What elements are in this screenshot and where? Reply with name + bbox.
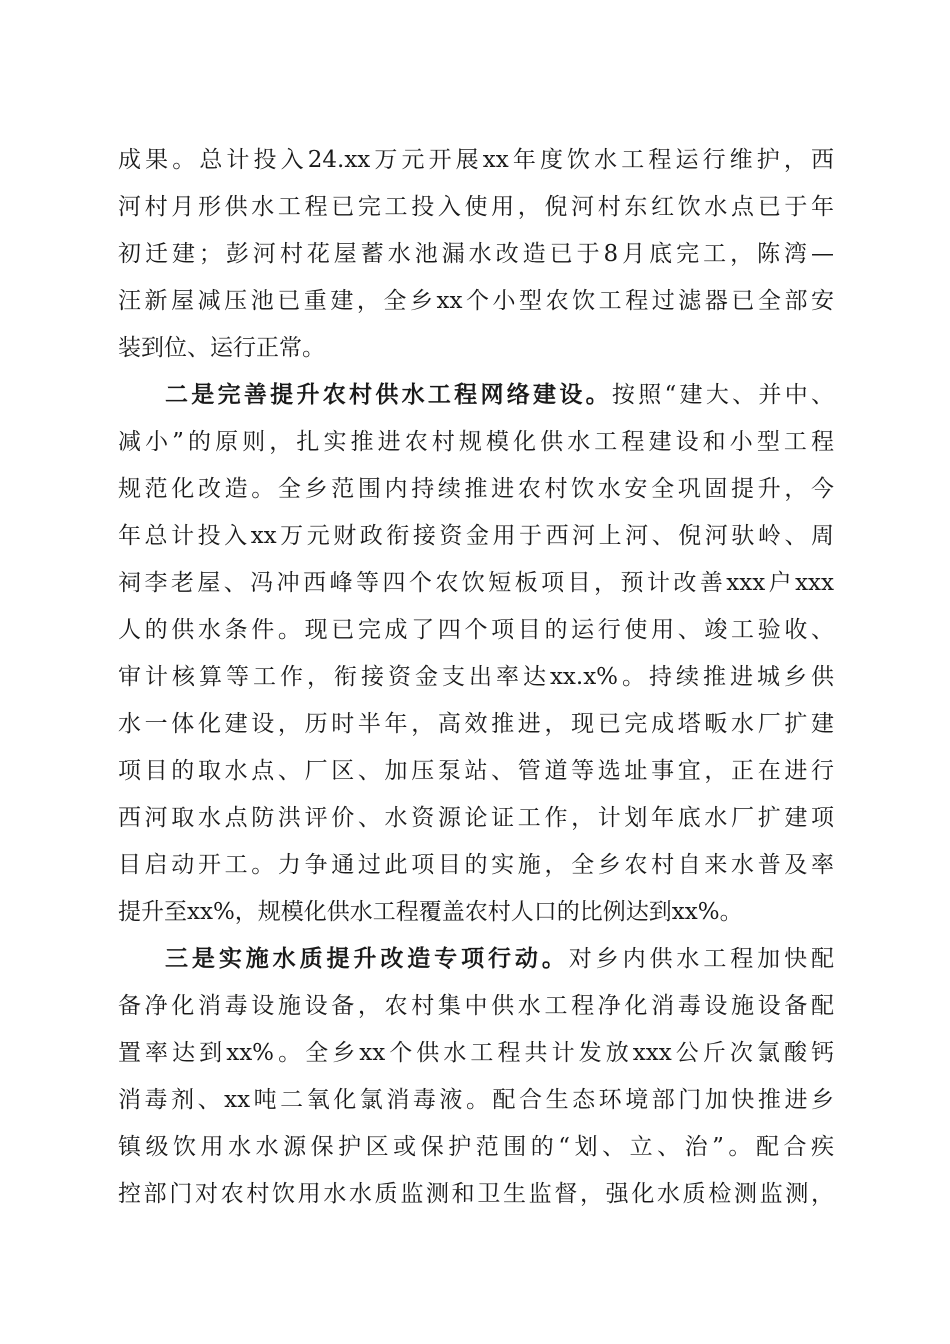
p3-line-4: 消毒剂、xx吨二氧化氯消毒液。配合生态环境部门加快推进乡 <box>118 1087 834 1113</box>
p2-line-12: 提升至xx%，规模化供水工程覆盖农村人口的比例达到xx%。 <box>118 899 743 925</box>
p1-line-1: 成果。总计投入24.xx万元开展xx年度饮水工程运行维护，西 <box>118 147 834 173</box>
p2-line-8: 水一体化建设，历时半年，高效推进，现已完成塔畈水厂扩建 <box>118 711 834 737</box>
p1-line-5: 装到位、运行正常。 <box>118 335 325 361</box>
p2-first-line <box>165 371 834 419</box>
p3-line-5: 镇级饮用水水源保护区或保护范围的“划、立、治”。配合疾 <box>118 1134 834 1160</box>
p3-line-6: 控部门对农村饮用水水质监测和卫生监督，强化水质检测监测， <box>118 1181 834 1207</box>
p2-line-2: 减小”的原则，扎实推进农村规模化供水工程建设和小型工程 <box>118 429 834 455</box>
p1-line-3: 初迁建；彭河村花屋蓄水池漏水改造已于8月底完工，陈湾— <box>118 241 834 267</box>
p2-line-4: 年总计投入xx万元财政衔接资金用于西河上河、倪河驮岭、周 <box>118 523 834 549</box>
p2-first-line-rest: 按照“建大、并中、 <box>611 382 834 408</box>
p2-line-11: 目启动开工。力争通过此项目的实施，全乡农村自来水普及率 <box>118 852 834 878</box>
p2-line-10: 西河取水点防洪评价、水资源论证工作，计划年底水厂扩建项 <box>118 805 834 831</box>
p3-heading: 三是实施水质提升改造专项行动。 <box>165 945 569 972</box>
p1-line-2: 河村月形供水工程已完工投入使用，倪河村东红饮水点已于年 <box>118 194 834 220</box>
p2-line-5: 祠李老屋、冯冲西峰等四个农饮短板项目，预计改善xxx户xxx <box>118 570 834 596</box>
p3-first-line <box>165 935 834 983</box>
p2-line-7: 审计核算等工作，衔接资金支出率达xx.x%。持续推进城乡供 <box>118 664 834 690</box>
p1-line-4: 汪新屋减压池已重建，全乡xx个小型农饮工程过滤器已全部安 <box>118 288 834 314</box>
p3-line-2: 备净化消毒设施设备，农村集中供水工程净化消毒设施设备配 <box>118 993 834 1019</box>
p2-heading: 二是完善提升农村供水工程网络建设。 <box>165 381 612 408</box>
p2-line-9: 项目的取水点、厂区、加压泵站、管道等选址事宜，正在进行 <box>118 758 834 784</box>
p3-first-line-rest: 对乡内供水工程加快配 <box>568 946 835 972</box>
p2-line-3: 规范化改造。全乡范围内持续推进农村饮水安全巩固提升，今 <box>118 476 834 502</box>
p2-line-6: 人的供水条件。现已完成了四个项目的运行使用、竣工验收、 <box>118 617 834 643</box>
p3-line-3: 置率达到xx%。全乡xx个供水工程共计发放xxx公斤次氯酸钙 <box>118 1040 834 1066</box>
